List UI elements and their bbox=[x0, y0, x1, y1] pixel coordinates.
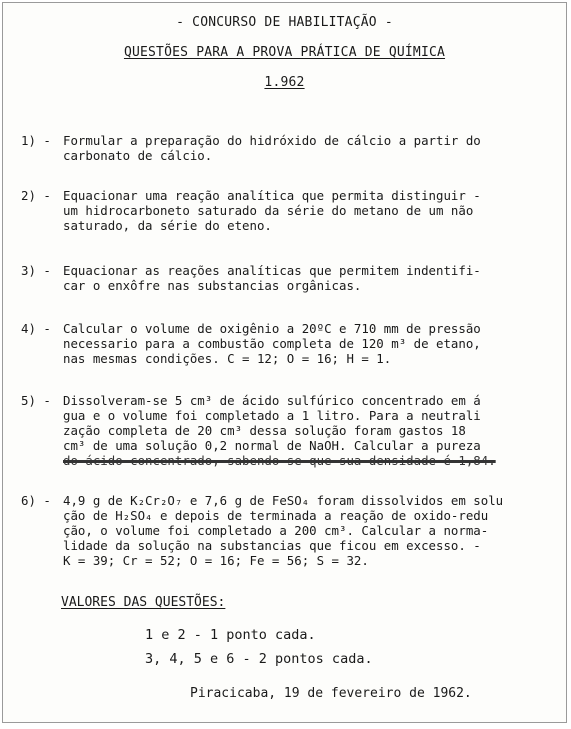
question-line: um hidrocarboneto saturado da série do metano de um não bbox=[63, 203, 474, 218]
exam-title: - CONCURSO DE HABILITAÇÃO - bbox=[176, 15, 393, 30]
place-date: Piracicaba, 19 de fevereiro de 1962. bbox=[190, 686, 472, 701]
question-line: gua e o volume foi completado a 1 litro. Para a neutrali bbox=[63, 408, 481, 423]
question-number: 5) - bbox=[21, 393, 51, 408]
question-line: carbonato de cálcio. bbox=[63, 148, 213, 163]
valores-line: 3, 4, 5 e 6 - 2 pontos cada. bbox=[145, 651, 373, 667]
question-line: saturado, da série do eteno. bbox=[63, 218, 272, 233]
question-line: Dissolveram-se 5 cm³ de ácido sulfúrico concentrado em á bbox=[63, 393, 481, 408]
question-number: 6) - bbox=[21, 493, 51, 508]
question-number: 2) - bbox=[21, 188, 51, 203]
question-line: ção, o volume foi completado a 200 cm³. Calcular a norma- bbox=[63, 523, 489, 538]
exam-subtitle: QUESTÕES PARA A PROVA PRÁTICA DE QUÍMICA bbox=[123, 45, 446, 60]
question-line: Calcular o volume de oxigênio a 20ºC e 710 mm de pressão bbox=[63, 321, 481, 336]
question-line: 4,9 g de K₂Cr₂O₇ e 7,6 g de FeSO₄ foram dissolvidos em solu bbox=[63, 493, 504, 508]
question-number: 3) - bbox=[21, 263, 51, 278]
question-line: cm³ de uma solução 0,2 normal de NaOH. Calcular a pureza bbox=[63, 438, 481, 453]
struck-out-line: do ácido concentrado, sabendo-se que sua densidade é 1,84. bbox=[63, 453, 496, 468]
question-line: K = 39; Cr = 52; O = 16; Fe = 56; S = 32. bbox=[63, 553, 369, 568]
question-line: Equacionar uma reação analítica que permita distinguir - bbox=[63, 188, 481, 203]
valores-heading: VALORES DAS QUESTÕES: bbox=[61, 595, 226, 610]
exam-page bbox=[2, 2, 567, 723]
question-line: lidade da solução na substancias que ficou em excesso. - bbox=[63, 538, 481, 553]
question-line: Equacionar as reações analíticas que permitem indentifi- bbox=[63, 263, 481, 278]
question-number: 1) - bbox=[21, 133, 51, 148]
question-line: zação completa de 20 cm³ dessa solução foram gastos 18 bbox=[63, 423, 466, 438]
question-line: ção de H₂SO₄ e depois de terminada a reação de oxido-redu bbox=[63, 508, 489, 523]
valores-line: 1 e 2 - 1 ponto cada. bbox=[145, 627, 316, 643]
question-line: necessario para a combustão completa de 120 m³ de etano, bbox=[63, 336, 481, 351]
exam-year: 1.962 bbox=[264, 75, 305, 90]
question-line: car o enxôfre nas substancias orgânicas. bbox=[63, 278, 362, 293]
question-number: 4) - bbox=[21, 321, 51, 336]
question-line: nas mesmas condições. C = 12; O = 16; H = 1. bbox=[63, 351, 392, 366]
question-line: Formular a preparação do hidróxido de cálcio a partir do bbox=[63, 133, 481, 148]
